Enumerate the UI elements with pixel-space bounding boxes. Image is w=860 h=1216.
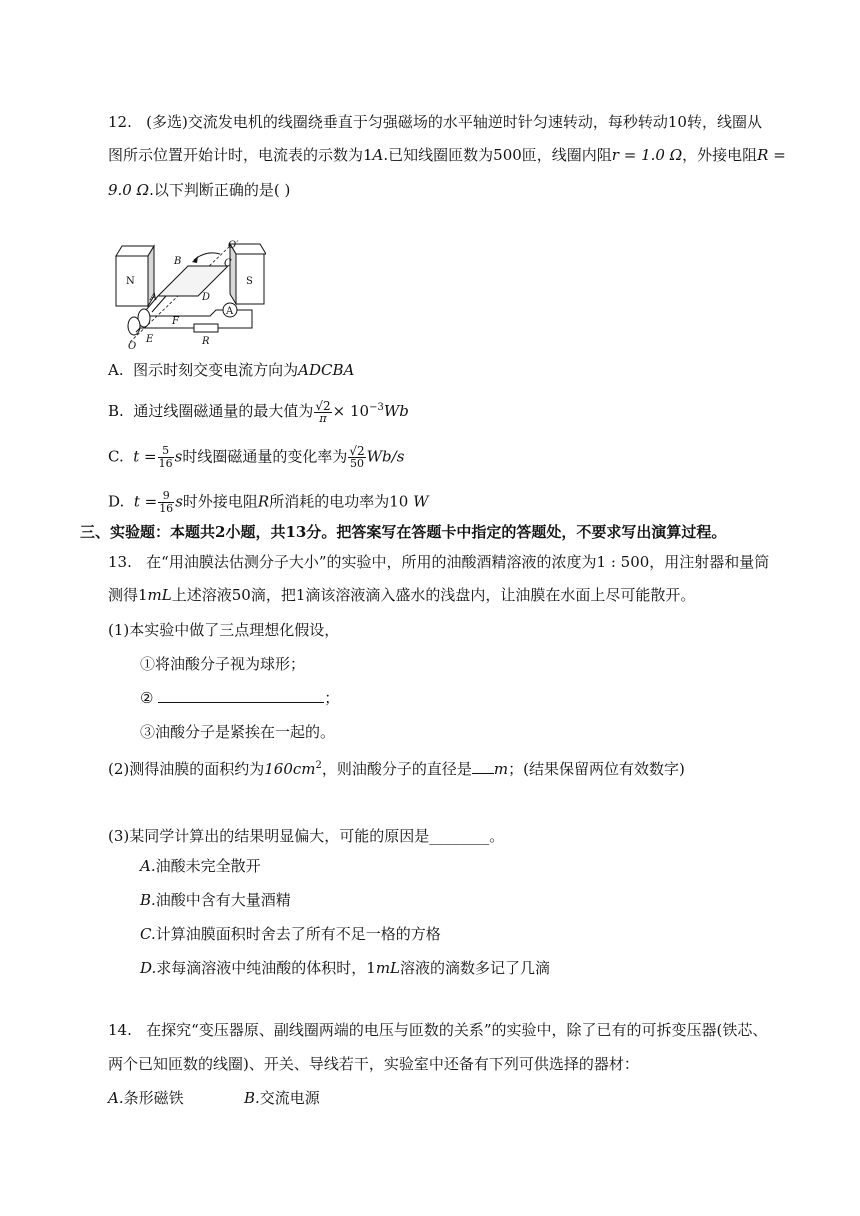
- q13-answer-blank-2[interactable]: [472, 773, 494, 774]
- frac-den: 16: [159, 502, 174, 515]
- q12-option-a-text: 图示时刻交变电流方向为: [133, 361, 299, 379]
- q13-assumption-2-mark: ②: [140, 689, 154, 707]
- q14-option-b-letter: B.: [244, 1089, 260, 1107]
- frac-den: 50: [350, 457, 364, 470]
- q12-text-2c: .已知线圈匝数为500匝，线圈内阻: [383, 146, 612, 164]
- frac-num: 5: [158, 445, 174, 458]
- q12-option-b-fraction: [314, 400, 331, 425]
- q12-option-a: [108, 360, 354, 380]
- magnet-s-block: [230, 244, 266, 304]
- q13-text-1: 在“用油膜法估测分子大小”的实验中，所用的油酸酒精溶液的浓度为1 : 500，用注射器和量筒: [146, 553, 770, 571]
- q13-option-d-letter: D.: [140, 959, 157, 977]
- q12-line3: [108, 180, 290, 200]
- q13-part-2-unit: m: [493, 760, 509, 778]
- q14-option-b: [244, 1088, 320, 1108]
- q13-option-c: [140, 924, 441, 944]
- magnet-n-block: [116, 246, 154, 306]
- q12-option-b-exp: −3: [369, 402, 384, 413]
- q12-option-d-text-2: 所消耗的电功率为10: [269, 492, 409, 511]
- q13-option-b-letter: B.: [140, 891, 156, 909]
- q13-assumption-2-end: ；: [324, 689, 340, 707]
- fig-label-oprime: O′: [228, 240, 239, 251]
- frac-num: √2: [349, 444, 365, 458]
- fig-label-a: A: [150, 292, 158, 303]
- q12-option-b-power: × 10: [332, 402, 370, 420]
- resistor-icon: [194, 324, 218, 332]
- q12-option-b-label: B.: [108, 402, 124, 420]
- q13-unit-ml: mL: [147, 586, 172, 604]
- q12-option-d-unit: W: [413, 492, 429, 511]
- q13-option-d: [140, 958, 550, 978]
- q12-text-1: (多选)交流发电机的线圈绕垂直于匀强磁场的水平轴逆时针匀速转动，每秒转动10转，线圈从: [146, 113, 762, 131]
- frac-num: √2: [315, 398, 331, 413]
- q13-part-2: [108, 756, 685, 779]
- q13-part-1: (1)本实验中做了三点理想化假设，: [108, 621, 340, 639]
- q12-option-c-t: t =: [133, 447, 157, 466]
- q12-option-c-s: s: [174, 447, 183, 466]
- q12-text-2a: 图所示位置开始计时，电流表的示数为1: [108, 146, 373, 164]
- q12-option-c: [108, 445, 404, 470]
- circuit-wire-top: [150, 310, 224, 316]
- frac-num: 9: [158, 490, 174, 503]
- q13-option-c-text: 计算油膜面积时舍去了所有不足一格的方格: [155, 925, 441, 943]
- q12-option-c-label: C.: [108, 447, 124, 466]
- fig-label-d: D: [202, 292, 211, 303]
- fig-label-e: E: [146, 334, 154, 345]
- q14-text-1: 在探究“变压器原、副线圈两端的电压与匝数的关系”的实验中，除了已有的可拆变压器(铁芯、: [146, 1021, 768, 1039]
- q13-option-d-text-b: 溶液的滴数多记了几滴: [400, 959, 551, 977]
- q13-part-3: (3)某同学计算出的结果明显偏大，可能的原因是________。: [108, 827, 505, 845]
- q14-option-a-text: 条形磁铁: [123, 1089, 184, 1107]
- q12-option-d: [108, 490, 429, 515]
- q13-part-2-area: 160cm: [264, 760, 316, 778]
- section-3-heading: 三、实验题：本题共2小题，共13分。把答案写在答题卡中指定的答题处，不要求写出演算过程。: [80, 523, 727, 541]
- q13-answer-blank-1[interactable]: [158, 702, 324, 703]
- fig-label-c: C: [224, 258, 232, 269]
- coil-loop: [158, 266, 228, 296]
- q12-text-3b: .以下判断正确的是( ): [149, 181, 291, 199]
- q12-option-d-r: R: [257, 492, 270, 511]
- q14-number: 14.: [108, 1021, 132, 1039]
- q12-unit-a: A: [372, 146, 384, 164]
- q12-option-d-label: D.: [108, 492, 125, 511]
- q14-option-a-letter: A.: [108, 1089, 124, 1107]
- q13-text-2a: 测得1: [108, 586, 148, 604]
- magnet-n-label: N: [126, 276, 135, 287]
- fig-label-f: F: [172, 316, 179, 327]
- q13-line1: [108, 552, 769, 572]
- q12-option-d-s: s: [175, 492, 183, 511]
- q13-assumption-1: ①将油酸分子视为球形；: [140, 655, 306, 673]
- circuit-wire-bottom: [136, 328, 194, 332]
- q12-option-d-fraction: [158, 490, 174, 515]
- q13-part-2-text-b: ，则油酸分子的直径是: [321, 760, 472, 778]
- q12-option-b-unit: Wb: [383, 402, 409, 420]
- generator-figure: [106, 238, 266, 350]
- q13-option-d-unit: mL: [375, 959, 400, 977]
- q14-option-b-text: 交流电源: [259, 1089, 320, 1107]
- q12-option-a-label: A.: [108, 361, 124, 379]
- q12-line2: [108, 145, 786, 165]
- q12-option-a-math: ADCBA: [298, 361, 355, 379]
- q12-line1: [108, 112, 762, 132]
- q12-option-c-fraction: [158, 445, 174, 470]
- frac-den: 16: [158, 457, 173, 470]
- q13-text-2b: 上述溶液50滴，把1滴该溶液滴入盛水的浅盘内，让油膜在水面上尽可能散开。: [171, 586, 696, 604]
- fig-label-o: O: [128, 341, 137, 350]
- slip-ring-2: [128, 317, 140, 335]
- q12-option-d-text: 时外接电阻: [182, 492, 258, 511]
- q12-option-c-unit: Wb/s: [366, 447, 405, 466]
- q12-option-b: [108, 398, 409, 425]
- q13-option-a-text: 油酸未完全散开: [155, 857, 261, 875]
- q12-number: 12.: [108, 113, 132, 131]
- frac-den: π: [319, 411, 327, 425]
- ammeter-label: A: [226, 306, 234, 317]
- q13-part-2-text-a: (2)测得油膜的面积约为: [108, 760, 265, 778]
- q12-option-c-text: 时线圈磁通量的变化率为: [182, 447, 348, 466]
- q13-part-2-sup: 2: [315, 760, 322, 771]
- q13-option-c-letter: C.: [140, 925, 156, 943]
- q13-number: 13.: [108, 553, 132, 571]
- q13-assumption-2: [140, 688, 339, 708]
- q12-internal-resistance: r = 1.0 Ω: [611, 146, 683, 164]
- magnet-s-label: S: [246, 276, 253, 287]
- q14-option-a: [108, 1088, 184, 1108]
- q12-option-b-text: 通过线圈磁通量的最大值为: [133, 402, 314, 420]
- q14-line2: 两个已知匝数的线圈)、开关、导线若干，实验室中还备有下列可供选择的器材：: [108, 1055, 639, 1073]
- q14-line1: [108, 1020, 767, 1040]
- q12-option-d-t: t =: [133, 492, 158, 511]
- q13-option-a: [140, 856, 261, 876]
- q12-external-resistance-label: R =: [757, 146, 786, 164]
- fig-label-r: R: [202, 336, 210, 347]
- q12-option-c-fraction-2: [348, 445, 365, 470]
- q13-line2: [108, 585, 695, 605]
- q13-option-a-letter: A.: [140, 857, 156, 875]
- q13-option-b-text: 油酸中含有大量酒精: [155, 891, 291, 909]
- q12-text-2e: ，外接电阻: [682, 146, 758, 164]
- q13-option-b: [140, 890, 291, 910]
- q13-assumption-3: ③油酸分子是紧挨在一起的。: [140, 723, 336, 741]
- q13-option-d-text-a: 求每滴溶液中纯油酸的体积时，1: [156, 959, 376, 977]
- q13-part-2-text-c: ；(结果保留两位有效数字): [508, 760, 685, 778]
- fig-label-b: B: [174, 256, 182, 267]
- q12-external-resistance-value: 9.0 Ω: [108, 181, 150, 199]
